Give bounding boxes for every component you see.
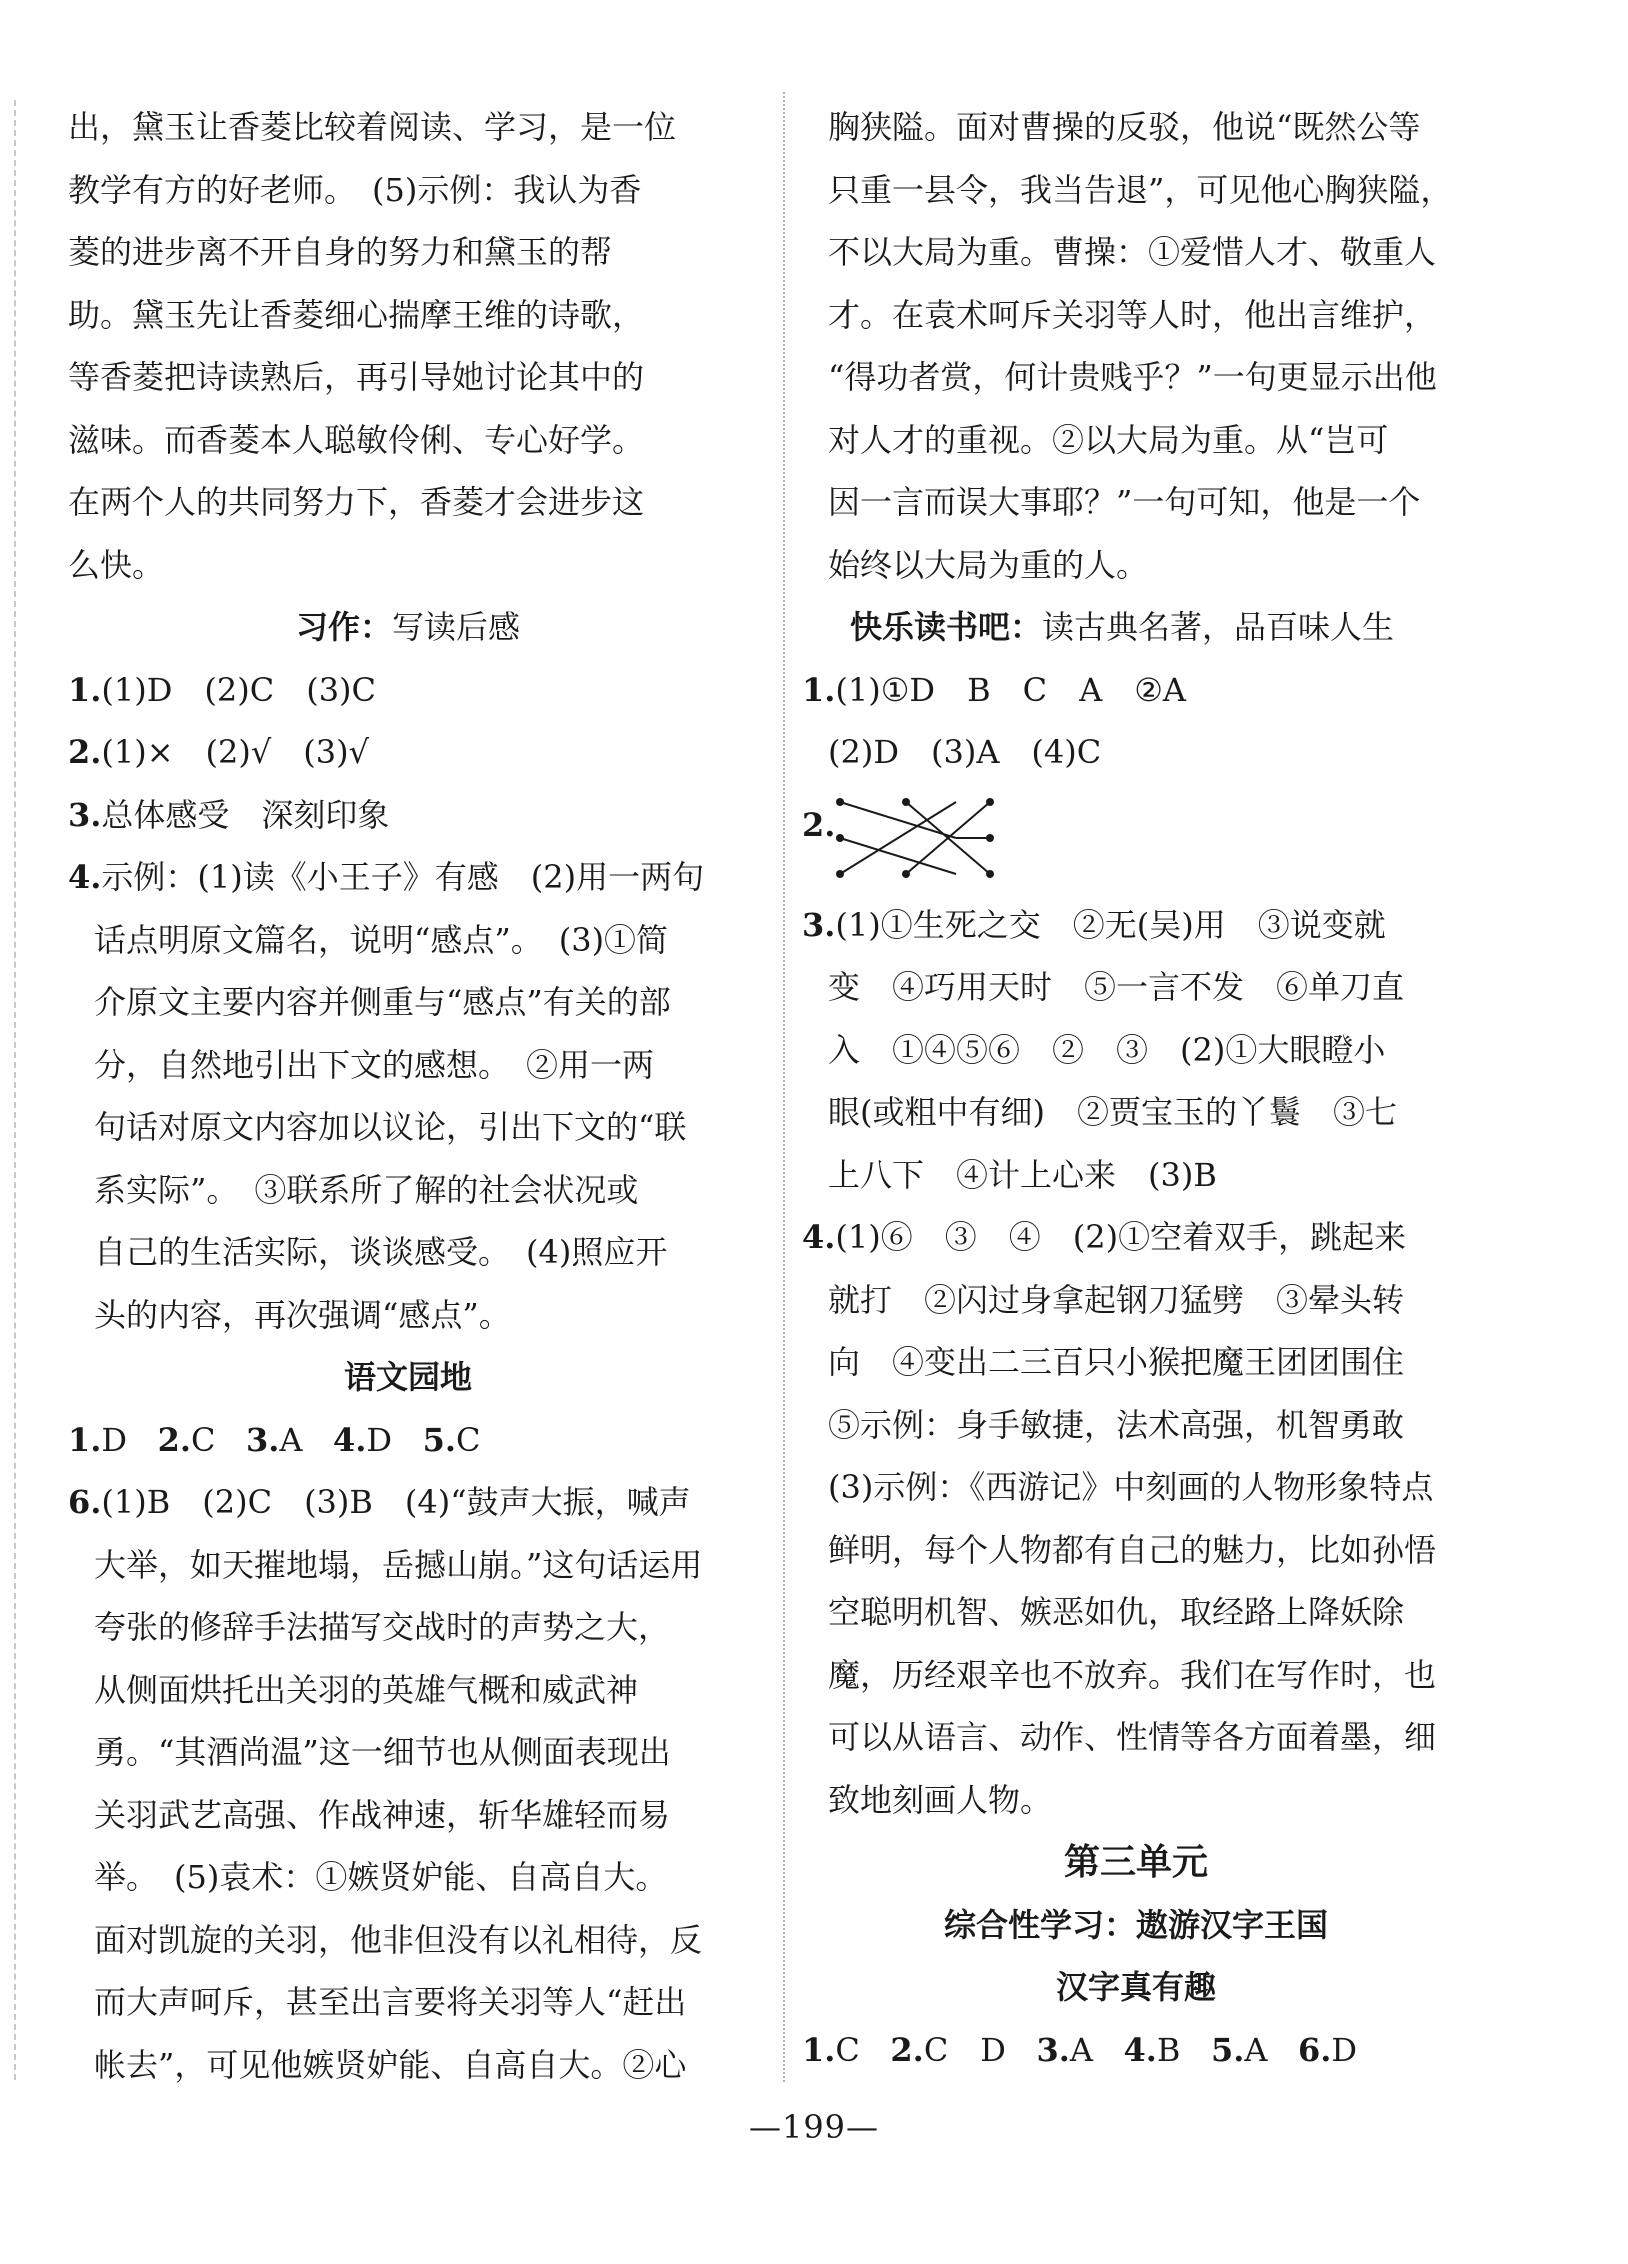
text-line: (3)示例：《西游记》中刻画的人物形象特点 [828, 1468, 1434, 1506]
answer-item: 1.(1)D (2)C (3)C [68, 670, 377, 709]
text-line: 致地刻画人物。 [828, 1780, 1053, 1819]
text-line: 介原文主要内容并侧重与“感点”有关的部 [94, 983, 671, 1021]
text-line: ⑤示例：身手敏捷，法术高强，机智勇敢 [828, 1405, 1405, 1444]
answer-item: 3.(1)①生死之交 ②无(吴)用 ③说变就 变 ④巧用天时 ⑤一言不发 ⑥单刀直 入 ①④⑤⑥ ② ③ (2)①大眼瞪小 眼(或粗中有细) ②贾宝玉的丫鬟 ③七 上八下 ④计上心来 (3)B [802, 894, 1470, 1207]
answer-item: 1.(1)①D B C A ②A (2)D (3)A (4)C [802, 659, 1470, 784]
text-line: 大举，如天摧地塌，岳撼山崩。”这句话运用 [94, 1545, 703, 1584]
text-line: 可以从语言、动作、性情等各方面着墨，细 [828, 1718, 1437, 1756]
text-line: 菱的进步离不开自身的努力和黛玉的帮 [68, 233, 613, 271]
text-line: 夸张的修辞手法描写交战时的声势之大， [94, 1608, 671, 1646]
text-line: 面对凯旋的关羽，他非但没有以礼相待，反 [94, 1920, 703, 1959]
text-line: 系实际”。 ③联系所了解的社会状况或 [94, 1170, 639, 1209]
text-line: 助。黛玉先让香菱细心揣摩王维的诗歌， [68, 295, 645, 334]
subsection-heading: 汉字真有趣 [1055, 1968, 1216, 2006]
text-line: 勇。“其酒尚温”这一细节也从侧面表现出 [94, 1733, 671, 1771]
text-line: 话点明原文篇名，说明“感点”。 (3)①简 [94, 920, 669, 959]
left-column [68, 96, 748, 2096]
answer-item: 4.示例：(1)读《小王子》有感 (2)用一两句 话点明原文篇名，说明“感点”。 (3)①简 介原文主要内容并侧重与“感点”有关的部 分，自然地引出下文的感想。 ②用一两 句话对原文内容加以议论，引出下文的“联 系实际”。 ③联系所了解的社会状况或 自己的生活实际，谈谈感受。 (4)照应开 头的内容，再次强调“感点”。 [68, 846, 748, 1346]
matching-diagram: 2. [802, 784, 1470, 894]
binding-margin-line [14, 100, 16, 2080]
section-heading-yuwen: 语文园地 [343, 1358, 472, 1396]
text-line: 举。 (5)袁术：①嫉贤妒能、自高自大。 [94, 1858, 668, 1896]
text-line: 等香菱把诗读熟后，再引导她讨论其中的 [68, 358, 645, 396]
text-line: 眼(或粗中有细) ②贾宝玉的丫鬟 ③七 [828, 1093, 1397, 1131]
matching-lines-graphic [826, 784, 1026, 894]
right-column [802, 96, 1470, 2081]
text-line: “得功者赏，何计贵贱乎？”一句更显示出他 [828, 358, 1437, 396]
column-divider [783, 92, 785, 2082]
answer-line: 1.C 2.C D 3.A 4.B 5.A 6.D [802, 2030, 1358, 2069]
text-line: 入 ①④⑤⑥ ② ③ (2)①大眼瞪小 [828, 1030, 1386, 1069]
answer-item: 3.总体感受 深刻印象 [68, 795, 390, 834]
text-line: 自己的生活实际，谈谈感受。 (4)照应开 [94, 1233, 668, 1271]
text-line: 对人才的重视。②以大局为重。从“岂可 [828, 420, 1389, 459]
answer-line: 1.D 2.C 3.A 4.D 5.C [68, 1420, 481, 1459]
unit-title: 第三单元 [1063, 1841, 1208, 1883]
answer-item: 6.(1)B (2)C (3)B (4)“鼓声大振，喊声 大举，如天摧地塌，岳撼山崩。”这句话运用 夸张的修辞手法描写交战时的声势之大， 从侧面烘托出关羽的英雄气概和威武神 勇。“其酒尚温”这一细节也从侧面表现出 关羽武艺高强、作战神速，斩华雄轻而易 举。 (5)袁术：①嫉贤妒能、自高自大。 面对凯旋的关羽，他非但没有以礼相待，反 而大声呵斥，甚至出言要将关羽等人“赶出 帐去”，可见他嫉贤妒能、自高自大。②心 [68, 1471, 748, 2096]
text-line: 上八下 ④计上心来 (3)B [828, 1155, 1217, 1194]
text-line: 空聪明机智、嫉恶如仇，取经路上降妖除 [828, 1593, 1405, 1631]
text-line: 关羽武艺高强、作战神速，斩华雄轻而易 [94, 1795, 671, 1834]
section-heading-xizuo: 习作：写读后感 [295, 608, 521, 646]
text-line: 分，自然地引出下文的感想。 ②用一两 [94, 1045, 655, 1084]
text-line: 魔，历经艰辛也不放弃。我们在写作时，也 [828, 1655, 1437, 1694]
text-line: 教学有方的好老师。 (5)示例：我认为香 [68, 170, 642, 209]
text-line: 出，黛玉让香菱比较着阅读、学习，是一位 [68, 108, 677, 146]
text-line: 而大声呵斥，甚至出言要将关羽等人“赶出 [94, 1983, 687, 2021]
text-line: 因一言而误大事耶？”一句可知，他是一个 [828, 483, 1421, 521]
section-heading-kuaile: 快乐读书吧：读古典名著，品百味人生 [850, 608, 1395, 646]
text-line: 胸狭隘。面对曹操的反驳，他说“既然公等 [828, 108, 1421, 146]
text-line: 不以大局为重。曹操：①爱惜人才、敬重人 [828, 233, 1437, 271]
text-line: 鲜明，每个人物都有自己的魅力，比如孙悟 [828, 1530, 1437, 1569]
text-line: 头的内容，再次强调“感点”。 [94, 1295, 511, 1334]
text-line: 句话对原文内容加以议论，引出下文的“联 [94, 1108, 687, 1146]
text-line: 变 ④巧用天时 ⑤一言不发 ⑥单刀直 [828, 968, 1405, 1006]
text-line: 在两个人的共同努力下，香菱才会进步这 [68, 483, 645, 521]
section-heading-zonghe: 综合性学习：遨游汉字王国 [943, 1905, 1328, 1944]
text-line: (2)D (3)A (4)C [828, 733, 1102, 771]
answer-item: 4.(1)⑥ ③ ④ (2)①空着双手，跳起来 就打 ②闪过身拿起钢刀猛劈 ③晕头转 向 ④变出二三百只小猴把魔王团团围住 ⑤示例：身手敏捷，法术高强，机智勇敢 (3)示例：《西游记》中刻画的人物形象特点 鲜明，每个人物都有自己的魅力，比如孙悟 空聪明机智、嫉恶如仇，取经路上降妖除 魔，历经艰辛也不放弃。我们在写作时，也 可以从语言、动作、性情等各方面着墨，细 致地刻画人物。 [802, 1206, 1470, 1831]
continued-answer [68, 96, 748, 596]
answer-item: 2.(1)× (2)√ (3)√ [68, 733, 369, 771]
text-line: 就打 ②闪过身拿起钢刀猛劈 ③晕头转 [828, 1280, 1405, 1319]
text-line: 向 ④变出二三百只小猴把魔王团团围住 [828, 1343, 1405, 1381]
continued-answer [802, 96, 1470, 596]
text-line: 始终以大局为重的人。 [828, 545, 1149, 584]
text-line: 么快。 [68, 545, 165, 584]
text-line: 只重一县令，我当告退”，可见他心胸狭隘， [828, 170, 1453, 209]
text-line: 从侧面烘托出关羽的英雄气概和威武神 [94, 1670, 639, 1709]
text-line: 才。在袁术呵斥关羽等人时，他出言维护， [828, 295, 1437, 334]
text-line: 滋味。而香菱本人聪敏伶俐、专心好学。 [68, 420, 645, 459]
page-number: —199— [748, 2108, 880, 2146]
text-line: 帐去”，可见他嫉贤妒能、自高自大。②心 [94, 2045, 687, 2084]
